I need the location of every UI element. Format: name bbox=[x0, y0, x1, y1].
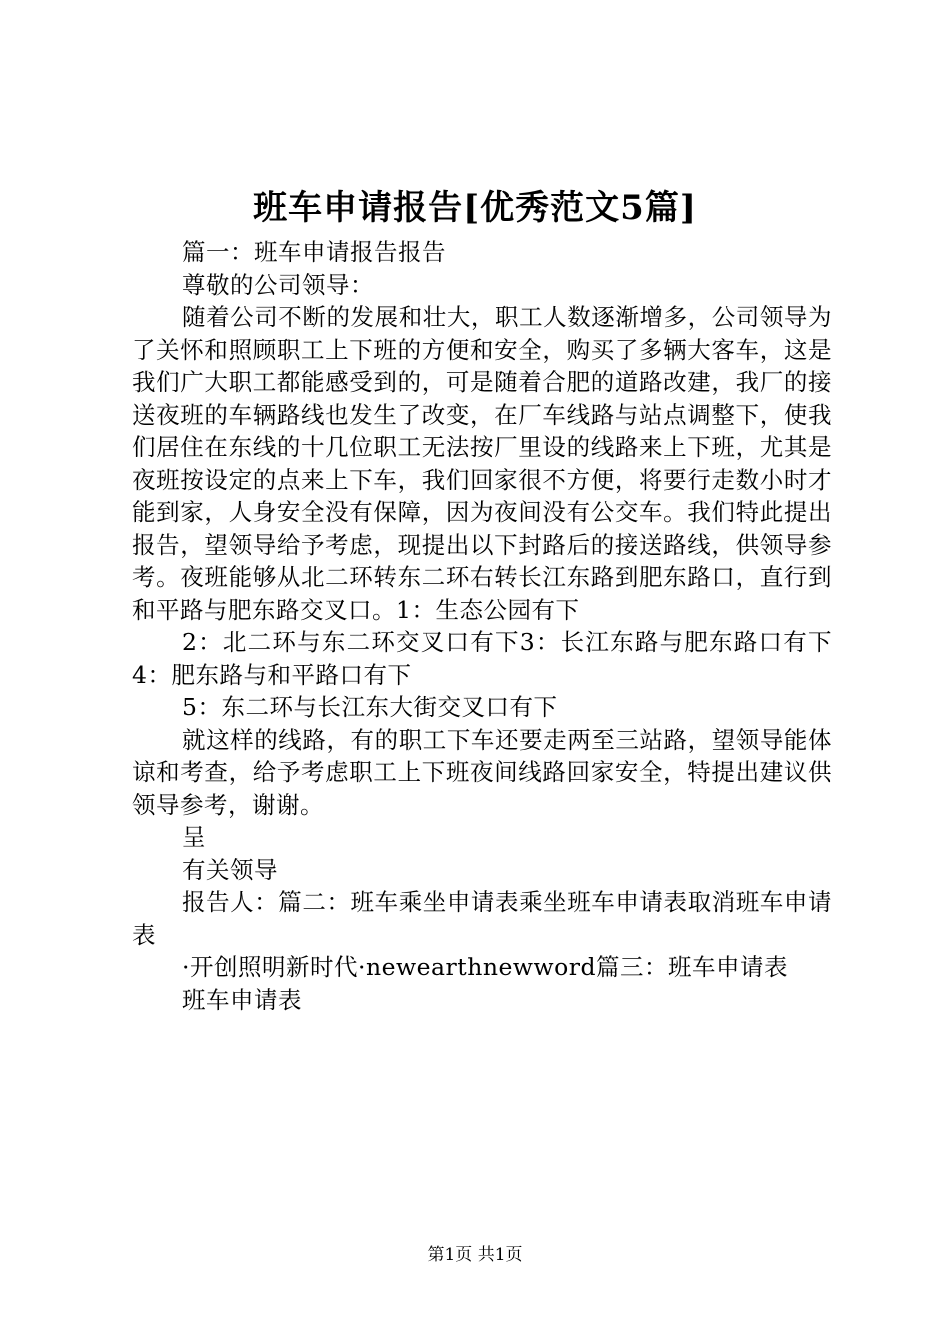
page-footer: 第1页 共1页 bbox=[427, 1245, 523, 1265]
salutation: 尊敬的公司领导： bbox=[182, 270, 374, 299]
recipient: 有关领导 bbox=[182, 855, 278, 884]
form-title: 班车申请表 bbox=[182, 985, 302, 1014]
route-stops-2-4: 2：北二环与东二环交叉口有下3：长江东路与肥东路口有下4：肥东路与和平路口有下 bbox=[132, 628, 832, 689]
document-body bbox=[132, 236, 832, 1016]
closing-paragraph: 就这样的线路，有的职工下车还要走两至三站路，望领导能体谅和考查，给予考虑职工上下班夜间线路回家安全，特提出建议供领导参考，谢谢。 bbox=[132, 725, 832, 819]
section-heading-1: 篇一：班车申请报告报告 bbox=[182, 238, 446, 266]
submit-to: 呈 bbox=[182, 823, 206, 851]
reporter-line: 报告人：篇二：班车乘坐申请表乘坐班车申请表取消班车申请表 bbox=[132, 888, 832, 949]
document-title: 班车申请报告[优秀范文5篇] bbox=[253, 188, 697, 228]
slogan-line: ·开创照明新时代·newearthnewword篇三：班车申请表 bbox=[182, 953, 789, 981]
route-stop-5: 5：东二环与长江东大街交叉口有下 bbox=[182, 693, 558, 721]
body-paragraph-main: 随着公司不断的发展和壮大，职工人数逐渐增多，公司领导为了关怀和照顾职工上下班的方便和安全，购买了多辆大客车，这是我们广大职工都能感受到的，可是随着合肥的道路改建，我厂的接送夜班的车辆路线也发生了改变，在厂车线路与站点调整下，使我们居住在东线的十几位职工无法按厂里设的线路来上下班，尤其是夜班按设定的点来上下车，我们回家很不方便，将要行走数小时才能到家，人身安全没有保障，因为夜间没有公交车。我们特此提出报告，望领导给予考虑，现提出以下封路后的接送路线，供领导参考。夜班能够从北二环转东二环右转长江东路到肥东路口，直行到和平路与肥东路交叉口。1：生态公园有下 bbox=[132, 303, 832, 624]
